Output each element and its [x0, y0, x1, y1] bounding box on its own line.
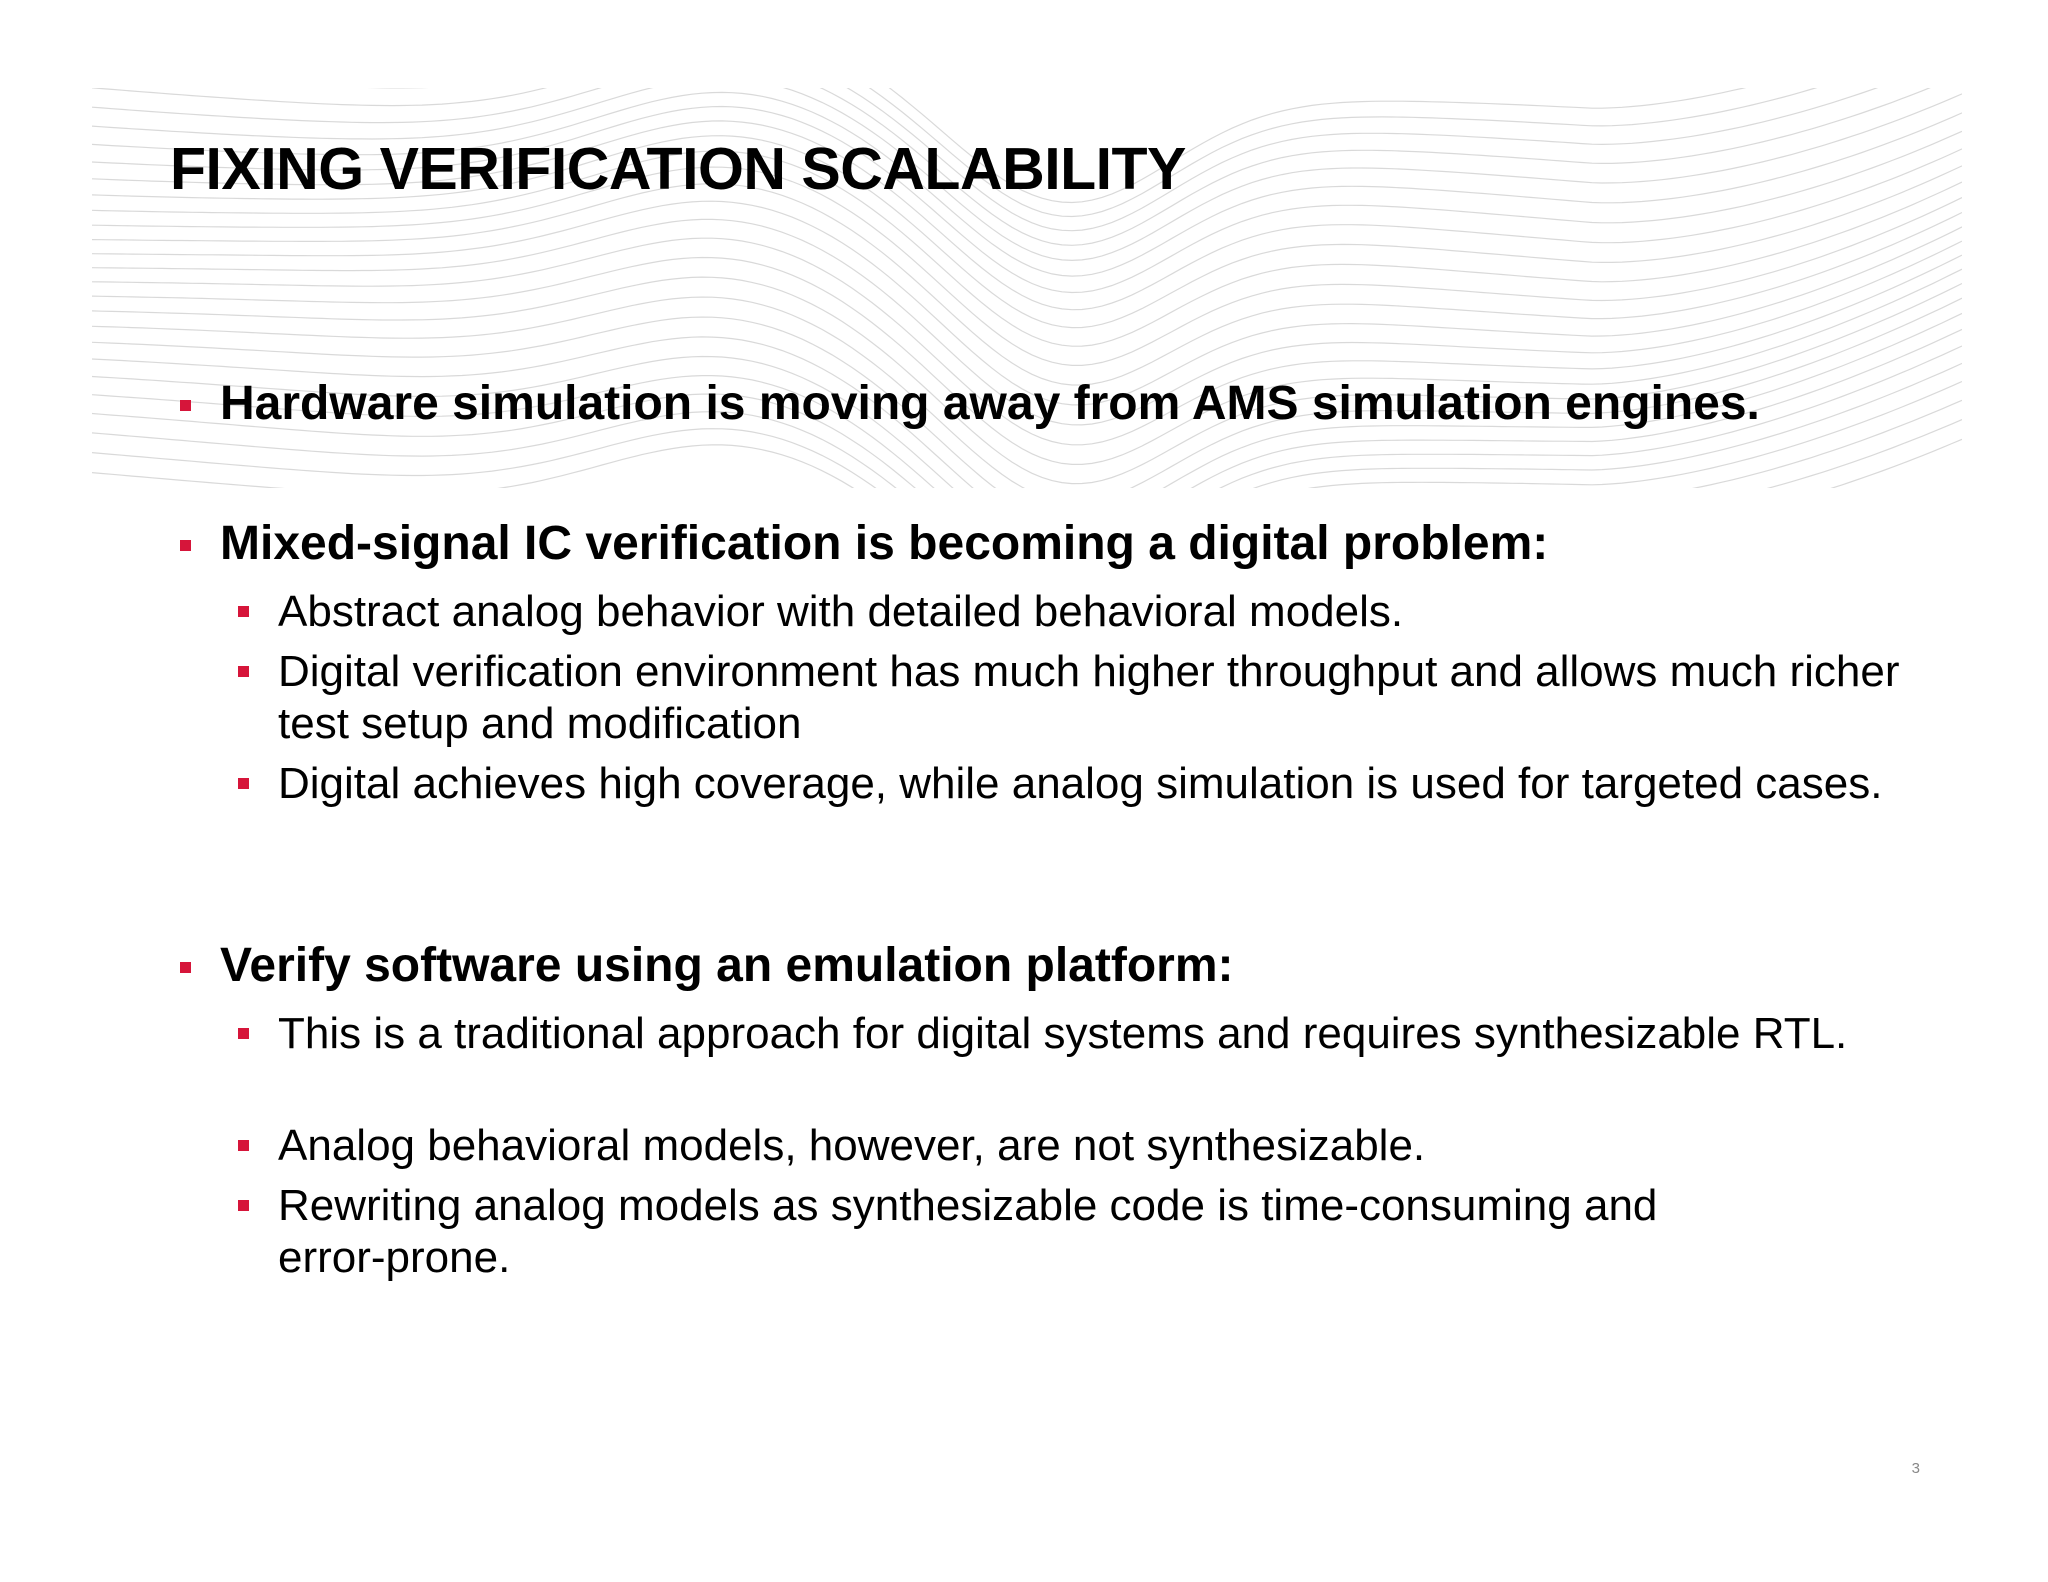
bullet-mixed-signal [220, 518, 1548, 571]
bullet-text: Mixed-signal IC verification is becoming a digital problem: [220, 517, 1549, 570]
subbullet-text: Digital verification environment has much higher throughput and allows much richer test setup and modification [278, 647, 1900, 748]
slide-title: FIXING VERIFICATION SCALABILITY [170, 136, 1186, 202]
bullet-marker-icon [238, 1200, 249, 1211]
bullet-marker-icon [238, 606, 249, 617]
subbullet-text: Digital achieves high coverage, while analog simulation is used for targeted cases. [278, 759, 1883, 808]
bullet-text: Hardware simulation is moving away from AMS simulation engines. [220, 377, 1760, 430]
bullet-text: Verify software using an emulation platform: [220, 939, 1234, 992]
subbullet-text: Rewriting analog models as synthesizable code is time-consuming and error-prone. [278, 1181, 1658, 1282]
subbullet-rewriting-models [278, 1180, 1678, 1284]
subbullet-digital-coverage [278, 758, 1918, 810]
bullet-marker-icon [238, 1140, 249, 1151]
bullet-marker-icon [238, 1028, 249, 1039]
subbullet-text: Abstract analog behavior with detailed behavioral models. [278, 587, 1404, 636]
subbullet-text: Analog behavioral models, however, are not synthesizable. [278, 1121, 1426, 1170]
bullet-verify-software [220, 940, 1234, 993]
subbullet-digital-environment [278, 646, 1918, 750]
bullet-marker-icon [238, 778, 249, 789]
bullet-marker-icon [180, 400, 191, 411]
wave-line [92, 439, 1962, 488]
bullet-hardware-simulation [220, 378, 1760, 431]
bullet-marker-icon [180, 962, 191, 973]
subbullet-abstract-analog [278, 586, 1918, 638]
bullet-marker-icon [238, 666, 249, 677]
wave-line [92, 184, 1962, 385]
subbullet-text: This is a traditional approach for digital systems and requires synthesizable RTL. [278, 1009, 1848, 1058]
wave-line [92, 258, 1962, 465]
bullet-marker-icon [180, 540, 191, 551]
subbullet-traditional-approach [278, 1008, 1918, 1060]
subbullet-not-synthesizable [278, 1120, 1918, 1172]
slide-number: 3 [1911, 1460, 1920, 1477]
